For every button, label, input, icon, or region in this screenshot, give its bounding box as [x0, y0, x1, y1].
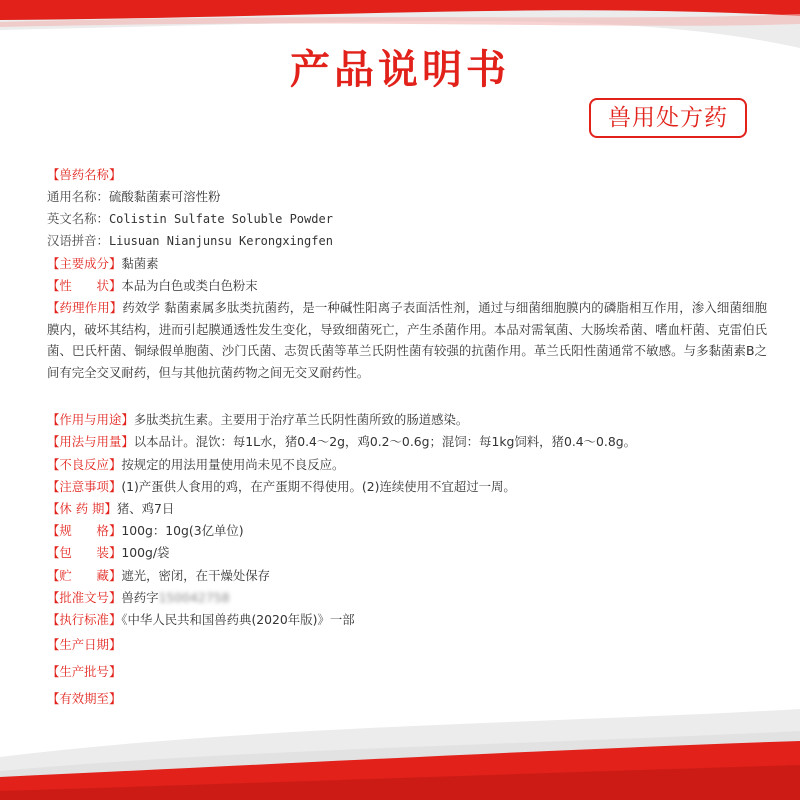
english-name-row [47, 208, 767, 230]
adverse-row [47, 454, 767, 476]
spec-value: 100g：10g(3亿单位) [121, 523, 244, 538]
spec-row [47, 520, 767, 542]
package-label: 【包 装】 [47, 545, 122, 560]
adverse-value: 按规定的用法用量使用尚未见不良反应。 [121, 457, 345, 472]
spec-label: 【规 格】 [47, 523, 122, 538]
generic-name-value: 硫酸黏菌素可溶性粉 [108, 189, 221, 204]
precautions-label: 【注意事项】 [47, 479, 122, 494]
drug-name-row [47, 164, 767, 186]
withdrawal-row [47, 498, 767, 520]
standard-label: 【执行标准】 [47, 612, 122, 627]
pinyin-label: 汉语拼音： [47, 233, 109, 248]
precautions-row [47, 476, 767, 498]
pinyin-value: Liusuan Nianjunsu Kerongxingfen [108, 234, 333, 248]
prescription-badge: 兽用处方药 [589, 98, 747, 138]
storage-row [47, 565, 767, 587]
approval-row [47, 587, 767, 609]
drug-name-label: 【兽药名称】 [47, 167, 122, 182]
pharmacology-label: 【药理作用】 [47, 300, 123, 315]
appearance-value: 本品为白色或类白色粉末 [121, 278, 258, 293]
standard-row [47, 609, 767, 631]
indication-label: 【作用与用途】 [47, 412, 134, 427]
storage-label: 【贮 藏】 [47, 568, 122, 583]
english-name-label: 英文名称： [47, 211, 109, 226]
withdrawal-value: 猪、鸡7日 [116, 501, 175, 516]
dosage-value: 以本品计。混饮：每1L水，猪0.4～2g，鸡0.2～0.6g；混饲：每1kg饲料，猪0.4～0.8g。 [133, 434, 636, 449]
document-title: 产品说明书 [290, 46, 510, 93]
ingredient-label: 【主要成分】 [47, 256, 122, 271]
package-row [47, 542, 767, 564]
mfg-date-label: 【生产日期】 [47, 637, 122, 652]
storage-value: 遮光，密闭，在干燥处保存 [121, 568, 271, 583]
standard-value: 《中华人民共和国兽药典(2020年版)》一部 [121, 612, 355, 627]
generic-name-row [47, 186, 767, 208]
ingredient-value: 黏菌素 [121, 256, 159, 271]
mfg-date-row [47, 634, 767, 656]
pinyin-row [47, 230, 767, 252]
indication-row [47, 409, 767, 431]
dosage-row [47, 431, 767, 453]
ingredient-row [47, 253, 767, 275]
indication-value: 多肽类抗生素。主要用于治疗革兰氏阴性菌所致的肠道感染。 [133, 412, 469, 427]
english-name-value: Colistin Sulfate Soluble Powder [108, 212, 333, 226]
pharmacology-value: 药效学 黏菌素属多肽类抗菌药，是一种碱性阳离子表面活性剂，通过与细菌细胞膜内的磷脂相互作用，渗入细菌细胞膜内，破坏其结构，进而引起膜通透性发生变化，导致细菌死亡，产生杀菌作用。本品对需氧菌、大肠埃希菌、嗜血杆菌、克雷伯氏菌、巴氏杆菌、铜绿假单胞菌、沙门氏菌、志贺氏菌等革兰氏阴性菌有较强的抗菌作用。革兰氏阳性菌通常不敏感。与多黏菌素B之间有完全交叉耐药，但与其他抗菌药物之间无交叉耐药性。 [47, 300, 767, 380]
bottom-swoosh-decoration [0, 705, 800, 800]
precautions-value: (1)产蛋供人食用的鸡，在产蛋期不得使用。(2)连续使用不宜超过一周。 [121, 479, 516, 494]
expiry-label: 【有效期至】 [47, 691, 122, 706]
generic-name-label: 通用名称： [47, 189, 109, 204]
batch-label: 【生产批号】 [47, 664, 122, 679]
package-value: 100g/袋 [121, 545, 170, 560]
batch-row [47, 661, 767, 683]
dosage-label: 【用法与用量】 [47, 434, 134, 449]
appearance-row [47, 275, 767, 297]
approval-value: 兽药字 [121, 590, 159, 605]
adverse-label: 【不良反应】 [47, 457, 122, 472]
approval-number-obscured: 150042758 [158, 590, 230, 605]
approval-label: 【批准文号】 [47, 590, 122, 605]
pharmacology-paragraph [47, 297, 767, 383]
appearance-label: 【性 状】 [47, 278, 122, 293]
withdrawal-label: 【休 药 期】 [47, 501, 117, 516]
